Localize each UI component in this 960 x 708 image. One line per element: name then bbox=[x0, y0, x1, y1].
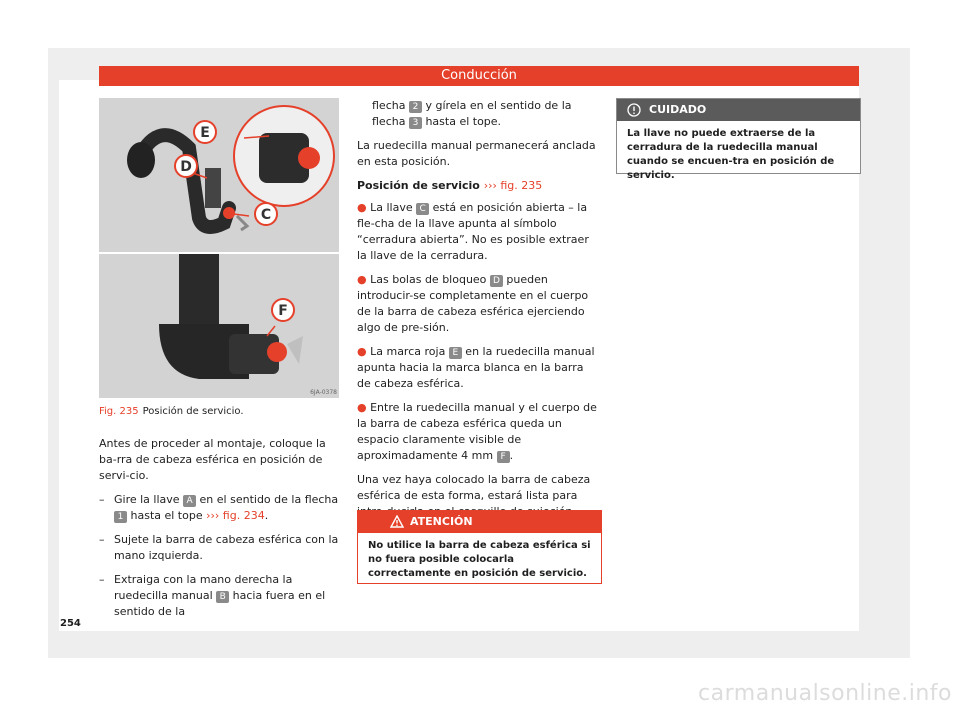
service-heading-text: Posición de servicio bbox=[357, 179, 480, 192]
list-item bbox=[99, 532, 339, 564]
step-text: flecha bbox=[372, 99, 409, 112]
step-text: Sujete la barra de cabeza esférica con la mano izquierda. bbox=[114, 533, 339, 562]
final-paragraph: Una vez haya colocado la barra de cabeza esférica de esta forma, estará lista para bbox=[357, 473, 591, 502]
key-badge-f: F bbox=[497, 451, 510, 463]
caution-title: CUIDADO bbox=[649, 103, 707, 116]
bullet-text: Las bolas de bloqueo bbox=[370, 273, 490, 286]
warning-header bbox=[358, 511, 601, 533]
figure-link[interactable]: ››› fig. 235 bbox=[483, 179, 543, 192]
figure-caption bbox=[99, 405, 339, 419]
bullet-icon: ● bbox=[357, 401, 371, 414]
list-item bbox=[99, 492, 339, 524]
warning-box bbox=[357, 510, 602, 584]
intro-paragraph: Antes de proceder al montaje, coloque la ba-rra de cabeza esférica en posición de servi-cio. bbox=[99, 437, 326, 482]
caution-box bbox=[616, 98, 861, 181]
key-badge-2: 2 bbox=[409, 101, 422, 113]
warning-triangle-icon bbox=[390, 515, 404, 528]
step-text: en el sentido de la flecha bbox=[196, 493, 339, 506]
key-badge-3: 3 bbox=[409, 117, 422, 129]
step-text: hasta el tope bbox=[127, 509, 207, 522]
figure-link[interactable]: ››› fig. 234 bbox=[206, 509, 265, 522]
figure-top-panel bbox=[99, 98, 339, 252]
bullet-text: está en posición abierta – la fle-cha de la llave apunta al símbolo “cerradura abierta”. No es posible extraer la llave de la cerradura. bbox=[357, 201, 589, 262]
key-badge-c: C bbox=[416, 203, 429, 215]
figure-caption-text: Posición de servicio. bbox=[142, 406, 244, 417]
bullet-text: Entre la ruedecilla manual y el cuerpo de la barra de cabeza esférica queda un espacio claramente visible de aproximadamente 4 mm bbox=[357, 401, 597, 462]
label-f: F bbox=[278, 303, 288, 319]
caution-text: La llave no puede extraerse de la cerradura de la ruedecilla manual cuando se encuen-tra en posición de servicio. bbox=[627, 128, 835, 181]
bullet-item bbox=[357, 272, 600, 336]
label-e: E bbox=[200, 125, 210, 141]
key-badge-d: D bbox=[490, 275, 503, 287]
bullet-icon: ● bbox=[357, 201, 371, 214]
bullet-text: . bbox=[509, 449, 514, 462]
key-badge-b: B bbox=[216, 591, 229, 603]
bullet-text: pueden introducir-se completamente en el cuerpo de la barra de cabeza esférica ejerciendo algo de pre-sión. bbox=[357, 273, 589, 334]
column-left bbox=[99, 436, 339, 628]
bullet-item bbox=[357, 200, 600, 264]
label-c: C bbox=[260, 207, 272, 223]
list-item bbox=[99, 572, 339, 620]
key-badge-a: A bbox=[183, 495, 196, 507]
key-badge-e: E bbox=[449, 347, 462, 359]
step-text: y gírela en el sentido de la flecha bbox=[372, 99, 572, 128]
bullet-item bbox=[357, 344, 600, 392]
bullet-text: en la ruedecilla manual apunta hacia la marca blanca en la barra de cabeza esférica. bbox=[357, 345, 595, 390]
step-text: hacia fuera en el sentido de la bbox=[114, 589, 326, 618]
figure-bottom-panel bbox=[99, 254, 339, 398]
warning-title: ATENCIÓN bbox=[410, 515, 473, 528]
figure-235 bbox=[99, 98, 339, 418]
anchored-paragraph: La ruedecilla manual permanecerá anclada en esta posición. bbox=[357, 139, 596, 168]
key-badge-1: 1 bbox=[114, 511, 127, 523]
column-middle bbox=[357, 98, 600, 528]
service-heading bbox=[357, 178, 600, 194]
page-number: 254 bbox=[60, 618, 81, 629]
watermark: carmanualsonline.info bbox=[698, 681, 952, 706]
bullet-text: La marca roja bbox=[370, 345, 449, 358]
bullet-text: La llave bbox=[370, 201, 417, 214]
step-text: Gire la llave bbox=[114, 493, 184, 506]
figure-number: Fig. 235 bbox=[99, 406, 139, 417]
bullet-icon: ● bbox=[357, 273, 371, 286]
tow-hitch-illustration-bottom bbox=[99, 254, 339, 398]
bullet-item bbox=[357, 400, 600, 464]
figure-code: 6JA-0378 bbox=[310, 389, 337, 396]
step-text: Extraiga con la mano derecha la ruedecilla manual bbox=[114, 573, 293, 602]
caution-header bbox=[617, 99, 860, 121]
step-continuation bbox=[357, 98, 600, 130]
bullet-icon: ● bbox=[357, 345, 371, 358]
step-text: . bbox=[264, 509, 269, 522]
tow-hitch-illustration-top bbox=[99, 98, 339, 252]
label-d: D bbox=[180, 159, 192, 175]
chapter-header: Conducción bbox=[99, 66, 859, 86]
caution-circle-icon bbox=[627, 103, 641, 117]
steps-list bbox=[99, 492, 339, 620]
step-text: hasta el tope. bbox=[421, 115, 502, 128]
warning-text: No utilice la barra de cabeza esférica si no fuera posible colocarla correctamente en posición de servicio. bbox=[368, 540, 591, 579]
